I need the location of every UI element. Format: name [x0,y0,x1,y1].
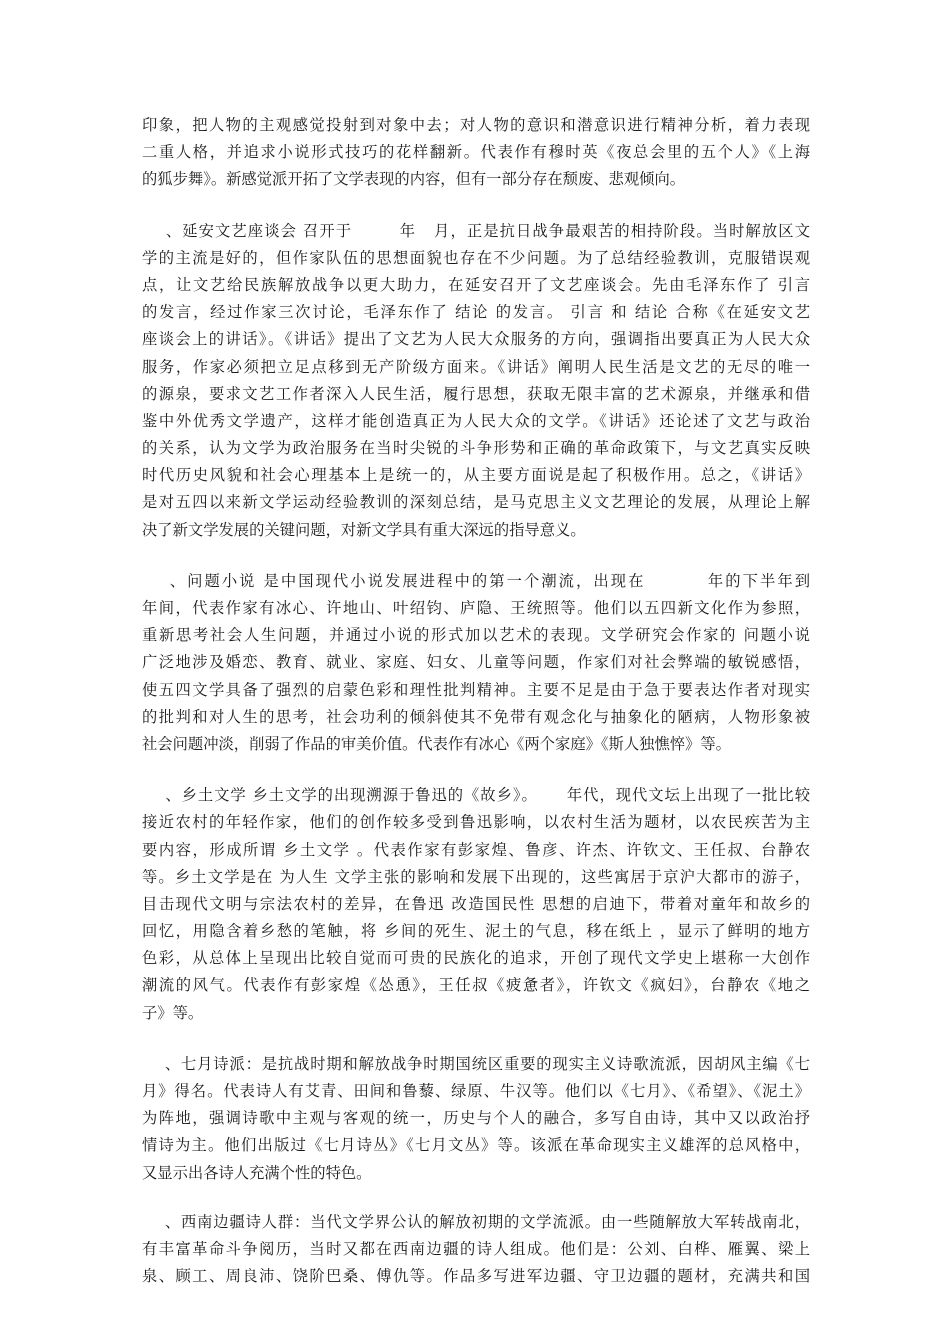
text-line: 社会问题冲淡，削弱了作品的审美价值。代表作有冰心《两个家庭》《斯人独憔悴》等。 [142,734,731,753]
text-line: 、西南边疆诗人群：当代文学界公认的解放初期的文学流派。由一些随解放大军转战南北， [142,1212,810,1231]
text-line: 年间，代表作家有冰心、许地山、叶绍钧、庐隐、王统照等。他们以五四新文化作为参照， [142,599,810,617]
paragraph-new-sensation-school [142,112,810,194]
text-line: 、乡土文学 乡土文学的出现溯源于鲁迅的《故乡》。 年代，现代文坛上出现了一批比较 [142,786,810,805]
text-line: 的源泉，要求文艺工作者深入人民生活，履行思想，获取无限丰富的艺术源泉，并继承和借 [142,384,810,403]
paragraph-native-soil-literature [142,782,810,1027]
text-line: 子》等。 [142,1003,204,1022]
text-line: 使五四文学具备了强烈的启蒙色彩和理性批判精神。主要不足是由于急于要表达作者对现实 [142,680,810,699]
text-line: 、问题小说 是中国现代小说发展进程中的第一个潮流，出现在 年的下半年到 [142,571,810,590]
text-line: 潮流的风气。代表作有彭家煌《怂恿》，王任叔《疲惫者》，许钦文《疯妇》，台静农《地之 [142,976,810,995]
text-line: 又显示出各诗人充满个性的特色。 [142,1163,372,1182]
text-line: 回忆，用隐含着乡愁的笔触，将 乡间的死生、泥土的气息，移在纸上 ，显示了鲜明的地方 [142,922,810,941]
text-line: 点，让文艺给民族解放战争以更大助力，在延安召开了文艺座谈会。先由毛泽东作了 引言 [142,275,810,294]
paragraph-july-poetry-school [142,1051,810,1187]
paragraph-problem-novel [142,568,810,758]
text-line: 、七月诗派：是抗战时期和解放战争时期国统区重要的现实主义诗歌流派，因胡风主编《七 [142,1054,810,1073]
text-line: 的批判和对人生的思考，社会功利的倾斜使其不免带有观念化与抽象化的陋病，人物形象被 [142,707,810,726]
text-line: 时代历史风貌和社会心理基本上是统一的，从主要方面说是起了积极作用。总之，《讲话》 [142,466,810,485]
text-line: 服务，作家必须把立足点移到无产阶级方面来。《讲话》阐明人民生活是文艺的无尽的唯一 [142,357,810,376]
text-line: 色彩，从总体上呈现出比较自觉而可贵的民族化的追求，开创了现代文学史上堪称一大创作 [142,949,810,968]
text-line: 的关系，认为文学为政治服务在当时尖锐的斗争形势和正确的革命政策下，与文艺真实反映 [142,439,810,458]
text-line: 决了新文学发展的关键问题，对新文学具有重大深远的指导意义。 [142,520,586,539]
text-line: 有丰富革命斗争阅历，当时又都在西南边疆的诗人组成。他们是：公刘、白桦、雁翼、梁上 [142,1239,810,1258]
paragraph-yanan-forum [142,218,810,544]
text-line: 是对五四以来新文学运动经验教训的深刻总结，是马克思主义文艺理论的发展，从理论上解 [142,493,810,512]
document-page [142,112,810,1312]
text-line: 等。乡土文学是在 为人生 文学主张的影响和发展下出现的，这些寓居于京沪大都市的游子， [142,867,810,886]
paragraph-southwest-frontier-poets [142,1209,810,1291]
text-line: 泉、顾工、周良沛、饶阶巴桑、傅仇等。作品多写进军边疆、守卫边疆的题材，充满共和国 [142,1267,810,1286]
text-line: 重新思考社会人生问题，并通过小说的形式加以艺术的表现。文学研究会作家的 问题小说 [142,626,810,645]
text-line: 情诗为主。他们出版过《七月诗丛》《七月文丛》等。该派在革命现实主义雄浑的总风格中， [142,1136,810,1155]
text-line: 为阵地，强调诗歌中主观与客观的统一，历史与个人的融合，多写自由诗，其中又以政治抒 [142,1109,810,1128]
text-line: 的狐步舞》。新感觉派开拓了文学表现的内容，但有一部分存在颓废、悲观倾向。 [142,170,686,189]
text-line: 座谈会上的讲话》。《讲话》提出了文艺为人民大众服务的方向，强调指出要真正为人民大众 [142,330,810,349]
text-line: 二重人格，并追求小说形式技巧的花样翻新。代表作有穆时英《夜总会里的五个人》《上海 [142,143,810,162]
text-line: 学的主流是好的，但作家队伍的思想面貌也存在不少问题。为了总结经验教训，克服错误观 [142,248,810,267]
text-line: 鉴中外优秀文学遗产，这样才能创造真正为人民大众的文学。《讲话》还论述了文艺与政治 [142,411,810,430]
text-line: 印象，把人物的主观感觉投射到对象中去；对人物的意识和潜意识进行精神分析，着力表现 [142,116,810,134]
text-line: 目击现代文明与宗法农村的差异，在鲁迅 改造国民性 思想的启迪下，带着对童年和故乡的 [142,894,810,913]
text-line: 的发言，经过作家三次讨论，毛泽东作了 结论 的发言。 引言 和 结论 合称《在延安文艺 [142,303,810,322]
text-line: 、延安文艺座谈会 召开于 年 月，正是抗日战争最艰苦的相持阶段。当时解放区文 [142,221,810,240]
text-line: 要内容，形成所谓 乡土文学 。代表作家有彭家煌、鲁彦、许杰、许钦文、王任叔、台静农 [142,840,810,859]
text-line: 广泛地涉及婚恋、教育、就业、家庭、妇女、儿童等问题，作家们对社会弊端的敏锐感悟， [142,653,810,672]
text-line: 接近农村的年轻作家，他们的创作较多受到鲁迅影响，以农村生活为题材，以农民疾苦为主 [142,813,810,832]
text-line: 月》得名。代表诗人有艾青、田间和鲁藜、绿原、牛汉等。他们以《七月》、《希望》、《泥土》 [142,1082,810,1100]
